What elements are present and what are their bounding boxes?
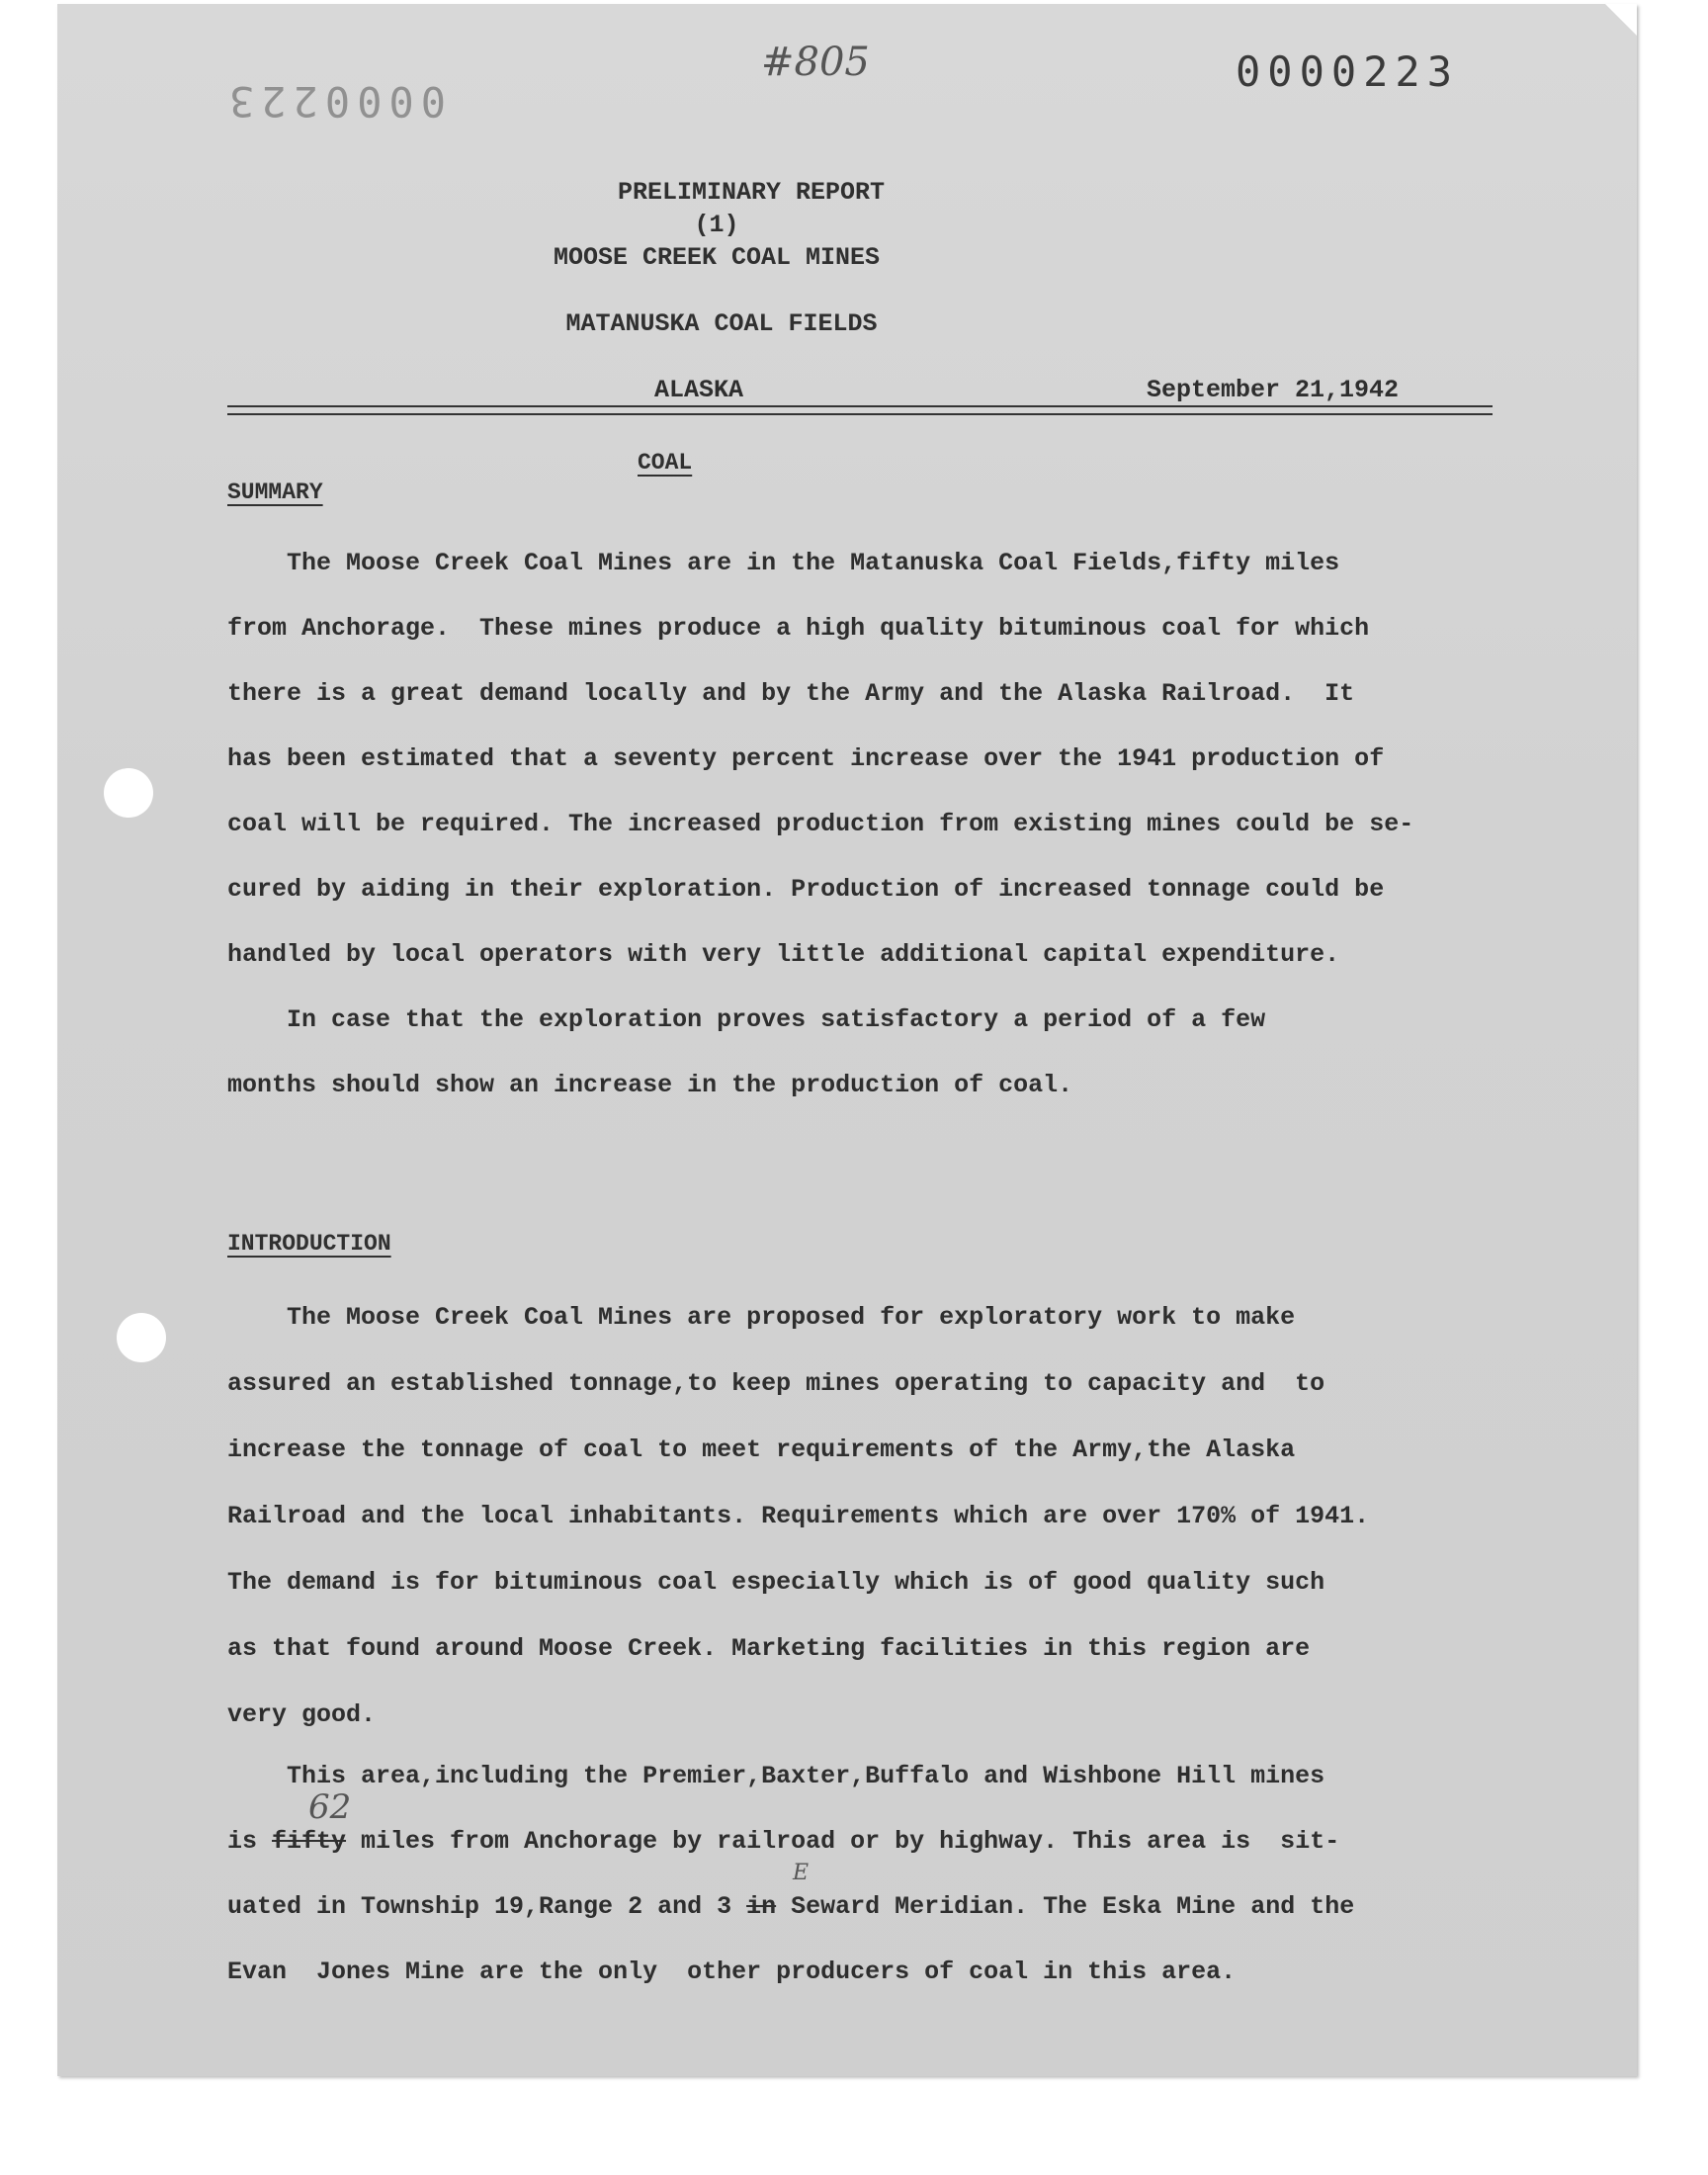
report-title: PRELIMINARY REPORT <box>617 178 886 207</box>
struck-word-fifty: fifty <box>272 1827 347 1856</box>
introduction-line: assured an established tonnage,to keep mines operating to capacity and to <box>227 1369 1325 1398</box>
summary-line: In case that the exploration proves satisfactory a period of a few <box>227 1005 1266 1034</box>
handwritten-range-correction: E <box>793 1861 810 1885</box>
introduction-line: as that found around Moose Creek. Marketing facilities in this region are <box>227 1634 1311 1663</box>
introduction-line: increase the tonnage of coal to meet requirements of the Army,the Alaska <box>227 1436 1296 1464</box>
line-rest: miles from Anchorage by railroad or by highway. This area is sit- <box>346 1827 1340 1856</box>
summary-line: The Moose Creek Coal Mines are in the Matanuska Coal Fields,fifty miles <box>227 549 1340 577</box>
line-start: is <box>227 1827 273 1856</box>
summary-line: handled by local operators with very little additional capital expenditure. <box>227 940 1340 969</box>
summary-line: months should show an increase in the production of coal. <box>227 1071 1073 1099</box>
header-rule-top <box>227 405 1493 407</box>
handwritten-archive-number: #805 <box>761 40 870 85</box>
introduction-last-line: Evan Jones Mine are the only other producers of coal in this area. <box>227 1958 1237 1986</box>
introduction-line: The demand is for bituminous coal especially which is of good quality such <box>227 1568 1325 1597</box>
header-rule-bottom <box>227 413 1493 415</box>
mine-name: MOOSE CREEK COAL MINES <box>553 243 881 272</box>
struck-word-in: in <box>746 1892 777 1921</box>
document-number-stamp: 0000223 <box>1236 47 1460 96</box>
summary-line: from Anchorage. These mines produce a high quality bituminous coal for which <box>227 614 1370 643</box>
binder-hole-upper <box>104 768 153 818</box>
report-date: September 21,1942 <box>1147 376 1400 404</box>
binder-hole-lower <box>117 1313 166 1362</box>
summary-line: there is a great demand locally and by the Army and the Alaska Railroad. It <box>227 679 1355 708</box>
introduction-line: very good. <box>227 1700 377 1729</box>
introduction-line: This area,including the Premier,Baxter,Buffalo and Wishbone Hill mines <box>227 1762 1325 1790</box>
introduction-line: The Moose Creek Coal Mines are proposed for exploratory work to make <box>227 1303 1296 1332</box>
report-number: (1) <box>694 211 739 239</box>
line-rest: Seward Meridian. The Eska Mine and the <box>776 1892 1355 1921</box>
folded-corner <box>1605 4 1637 36</box>
line-start: uated in Township 19,Range 2 and 3 <box>227 1892 747 1921</box>
territory-label: ALASKA <box>654 376 744 404</box>
summary-heading: SUMMARY <box>227 479 323 505</box>
introduction-line: Railroad and the local inhabitants. Requirements which are over 170% of 1941. <box>227 1502 1370 1530</box>
introduction-heading: INTRODUCTION <box>227 1231 391 1257</box>
subject-heading: COAL <box>638 450 693 476</box>
mirrored-bleedthrough-stamp: 0000223 <box>222 77 447 126</box>
introduction-line-miles <box>227 1827 1339 1856</box>
handwritten-miles-correction: 62 <box>308 1787 352 1827</box>
summary-line: cured by aiding in their exploration. Production of increased tonnage could be <box>227 875 1385 904</box>
summary-line: has been estimated that a seventy percent increase over the 1941 production of <box>227 744 1385 773</box>
introduction-line-township <box>227 1892 1354 1921</box>
summary-line: coal will be required. The increased production from existing mines could be se- <box>227 810 1414 838</box>
coal-field-name: MATANUSKA COAL FIELDS <box>565 309 878 338</box>
